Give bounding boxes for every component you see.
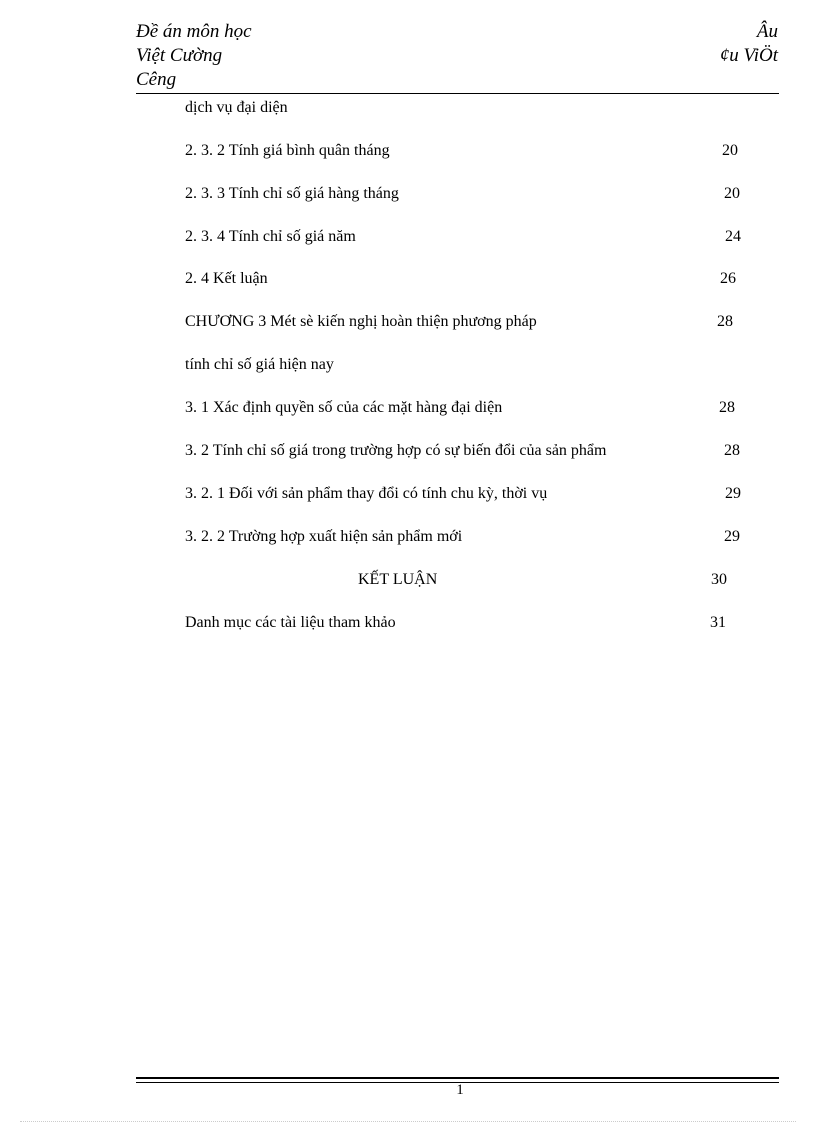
toc-entry-page: 20 [724,185,740,202]
toc-entry-text: Danh mục các tài liệu tham khảo [185,614,396,631]
header-right [720,20,778,68]
toc-entry-page: 28 [724,442,740,459]
header-left-line-1: Đề án môn học [136,21,252,42]
toc-entry-text: 2. 3. 4 Tính chỉ số giá năm [185,228,356,245]
toc-entry-page: 20 [722,142,738,159]
toc-entry-text: 2. 4 Kết luận [185,270,268,287]
toc-entry-text: tính chỉ số giá hiện nay [185,356,334,373]
toc-entry-text: 3. 2. 2 Trường hợp xuất hiện sản phẩm mới [185,528,463,545]
toc-entry-page: 30 [711,571,727,588]
toc-entry-text: 3. 2. 1 Đối với sản phẩm thay đổi có tính chu kỳ, thời vụ [185,485,548,502]
footer-rule-thick [136,1077,779,1079]
footer-page-number: 1 [456,1082,464,1098]
toc-entry-text: CHƯƠNG 3 Mét sè kiến nghị hoàn thiện phương pháp [185,313,537,330]
toc-entry-page: 24 [725,228,741,245]
toc-conclusion-heading: KẾT LUẬN [358,571,438,588]
header-rule [136,93,779,94]
toc-entry-page: 31 [710,614,726,631]
toc-entry-text: 3. 1 Xác định quyền số của các mặt hàng đại diện [185,399,503,416]
toc-entry-text: 3. 2 Tính chỉ số giá trong trường hợp có sự biến đổi của sản phẩm [185,442,607,459]
header-left-line-3: Cêng [136,69,177,90]
toc-entry-text: 2. 3. 2 Tính giá bình quân tháng [185,142,390,159]
header-left-line-2: Việt Cường [136,45,223,66]
header-left [136,20,252,92]
toc-entry-page: 26 [720,270,736,287]
header-right-line-2: ¢u ViÖt [719,45,778,66]
toc-entry-page: 29 [725,485,741,502]
toc-entry-text: 2. 3. 3 Tính chỉ số giá hàng tháng [185,185,399,202]
page-bottom-edge [20,1121,796,1122]
toc-entry-page: 29 [724,528,740,545]
toc-entry-text: dịch vụ đại diện [185,99,288,116]
toc-entry-page: 28 [719,399,735,416]
toc-entry-page: 28 [717,313,733,330]
header-right-line-1: Âu [756,21,778,42]
